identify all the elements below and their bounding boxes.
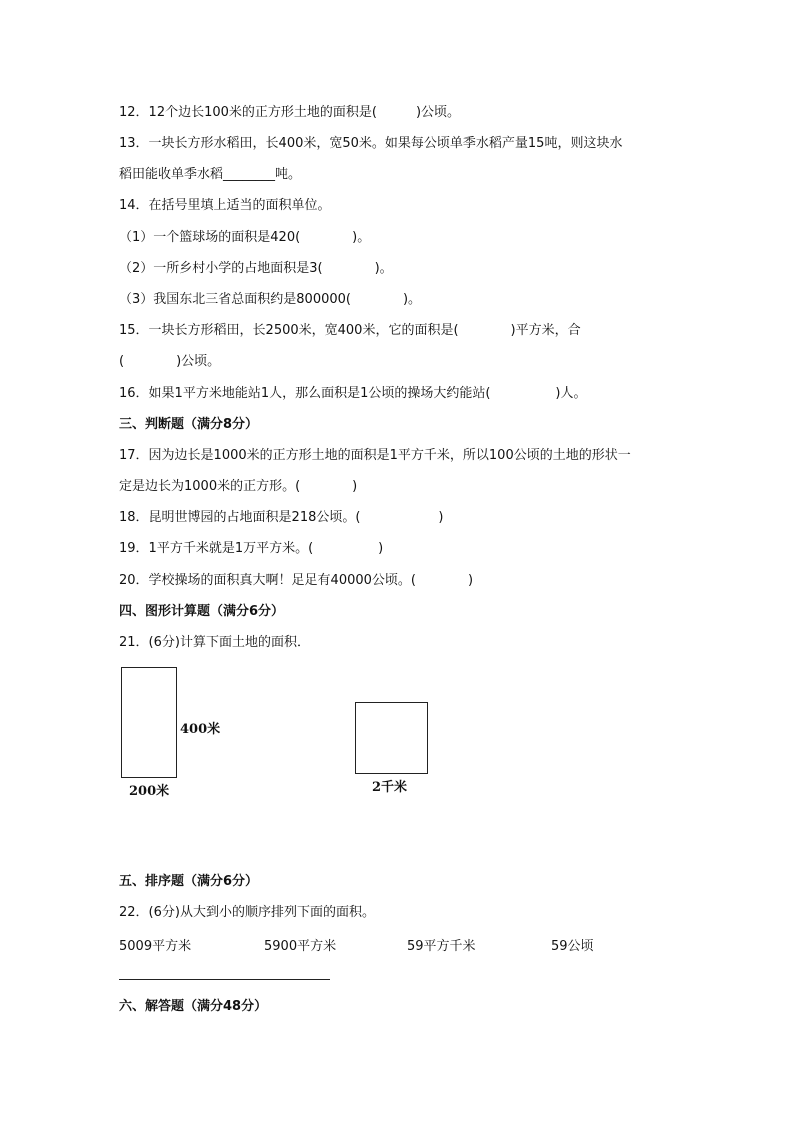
question-17-line-2: 定是边长为1000米的正方形。( ) [119,479,358,494]
section-4-heading: 四、图形计算题（满分6分） [119,604,285,619]
question-21: 21．(6分)计算下面土地的面积． [119,635,310,650]
section-5-heading: 五、排序题（满分6分） [119,874,259,889]
question-13-line-1: 13．一块长方形水稻田，长400米，宽50米。如果每公顷单季水稻产量15吨，则这块水 [119,136,623,151]
question-14-part-2: （2）一所乡村小学的占地面积是3( )。 [119,261,393,276]
rectangle-height-label: 400米 [180,722,221,737]
section-6-heading: 六、解答题（满分48分） [119,999,268,1014]
question-16: 16．如果1平方米地能站1人，那么面积是1公顷的操场大约能站( )人。 [119,386,587,401]
section-3-heading: 三、判断题（满分8分） [119,417,259,432]
rectangle-width-label: 200米 [129,784,170,799]
square-land [355,702,428,774]
answer-line[interactable] [119,979,330,980]
question-15-line-1: 15．一块长方形稻田，长2500米，宽400米，它的面积是( )平方米，合 [119,323,581,338]
square-side-label: 2千米 [372,780,408,795]
rectangle-land [121,667,177,778]
question-22: 22．(6分)从大到小的顺序排列下面的面积。 [119,905,375,920]
question-13-line-2: 稻田能收单季水稻________吨。 [119,167,302,182]
question-14-part-1: （1）一个篮球场的面积是420( )。 [119,230,371,245]
question-18: 18．昆明世博园的占地面积是218公顷。( ) [119,510,444,525]
question-14: 14．在括号里填上适当的面积单位。 [119,198,331,213]
question-14-part-3: （3）我国东北三省总面积约是800000( )。 [119,292,422,307]
question-17-line-1: 17．因为边长是1000米的正方形土地的面积是1平方千米，所以100公顷的土地的形状一 [119,448,631,463]
question-20: 20．学校操场的面积真大啊！足足有40000公顷。( ) [119,573,474,588]
sort-item-3: 59平方千米 [407,939,476,954]
sort-item-2: 5900平方米 [264,939,337,954]
question-19: 19．1平方千米就是1万平方米。( ) [119,541,384,556]
question-12: 12．12个边长100米的正方形土地的面积是( )公顷。 [119,105,461,120]
sort-item-1: 5009平方米 [119,939,192,954]
sort-item-4: 59公顷 [551,939,594,954]
question-15-line-2: ( )公顷。 [119,354,221,369]
